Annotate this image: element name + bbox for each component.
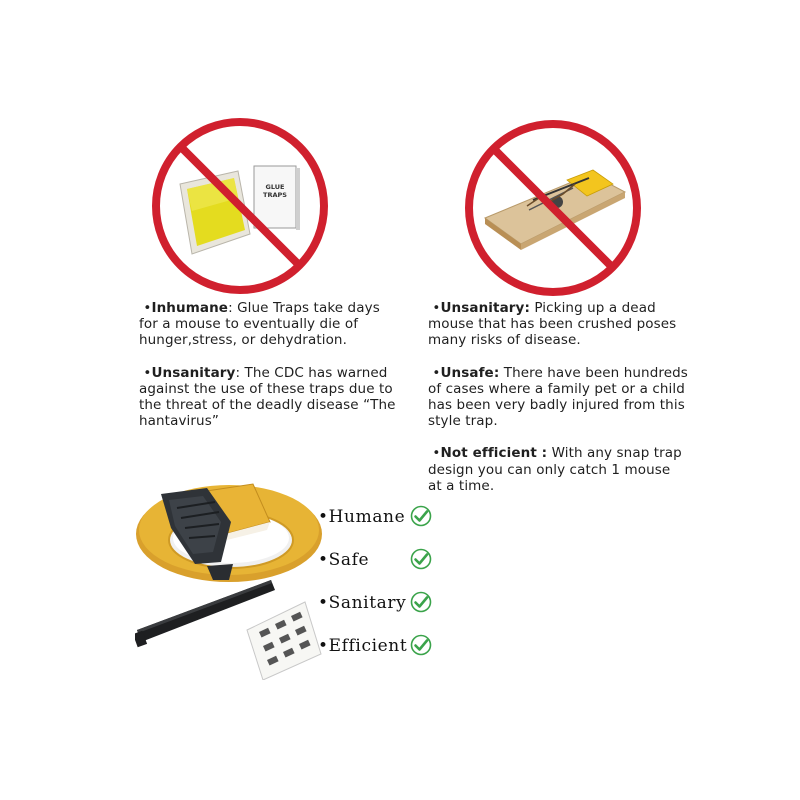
point-lead: Unsanitary — [151, 364, 236, 381]
package-label-line1: GLUE — [265, 183, 285, 191]
point-lead: Not efficient : — [440, 445, 548, 462]
glue-trap-drawbacks — [139, 300, 399, 445]
snap-trap-banned-image — [463, 118, 643, 298]
benefit-label: •Humane — [318, 507, 406, 527]
benefit-label: •Sanitary — [318, 593, 407, 613]
snap-trap-point-1: •Unsanitary: Picking up a dead mouse that has been crushed poses many risks of disease. — [428, 300, 677, 349]
point-text: With any snap trap design you can only catch 1 mouse at a time. — [428, 445, 682, 494]
check-icon — [410, 591, 432, 613]
package-label-line2: TRAPS — [263, 191, 287, 199]
benefit-sanitary — [318, 593, 458, 636]
point-lead: Inhumane — [151, 300, 229, 316]
check-icon — [410, 634, 432, 656]
benefit-label: •Safe — [318, 550, 370, 570]
point-text: : Glue Traps take days for a mouse to eventually die of hunger,stress, or dehydration. — [139, 300, 380, 349]
glue-trap-package — [254, 166, 300, 230]
point-text: Picking up a dead mouse that has been crushed poses many risks of disease. — [428, 300, 677, 349]
glue-trap-point-2: •Unsanitary: The CDC has warned against the use of these traps due to the threat of the deadly disease “The hantavirus” — [139, 364, 396, 430]
benefit-efficient — [318, 636, 458, 679]
benefits-list — [318, 507, 458, 679]
point-lead: Unsafe: — [440, 364, 500, 381]
point-text: : The CDC has warned against the use of these traps due to the threat of the deadly disease “The hantavirus” — [139, 364, 396, 430]
glue-trap-banned-image — [150, 116, 330, 296]
bucket-lid-trap-image — [135, 482, 325, 680]
instruction-card — [247, 602, 321, 680]
snap-trap-point-3: •Not efficient : With any snap trap design you can only catch 1 mouse at a time. — [428, 445, 682, 494]
benefit-safe — [318, 550, 458, 593]
benefit-label: •Efficient — [318, 636, 408, 656]
point-text: There have been hundreds of cases where a family pet or a child has been very badly injured from this style trap. — [428, 364, 688, 430]
benefit-humane — [318, 507, 458, 550]
snap-trap-drawbacks — [428, 300, 688, 510]
snap-trap-point-2: •Unsafe: There have been hundreds of cases where a family pet or a child has been very badly injured from this style trap. — [428, 364, 688, 430]
point-lead: Unsanitary: — [440, 300, 530, 316]
check-icon — [410, 548, 432, 570]
check-icon — [410, 505, 432, 527]
glue-trap-point-1: •Inhumane: Glue Traps take days for a mouse to eventually die of hunger,stress, or dehydration. — [139, 300, 380, 349]
